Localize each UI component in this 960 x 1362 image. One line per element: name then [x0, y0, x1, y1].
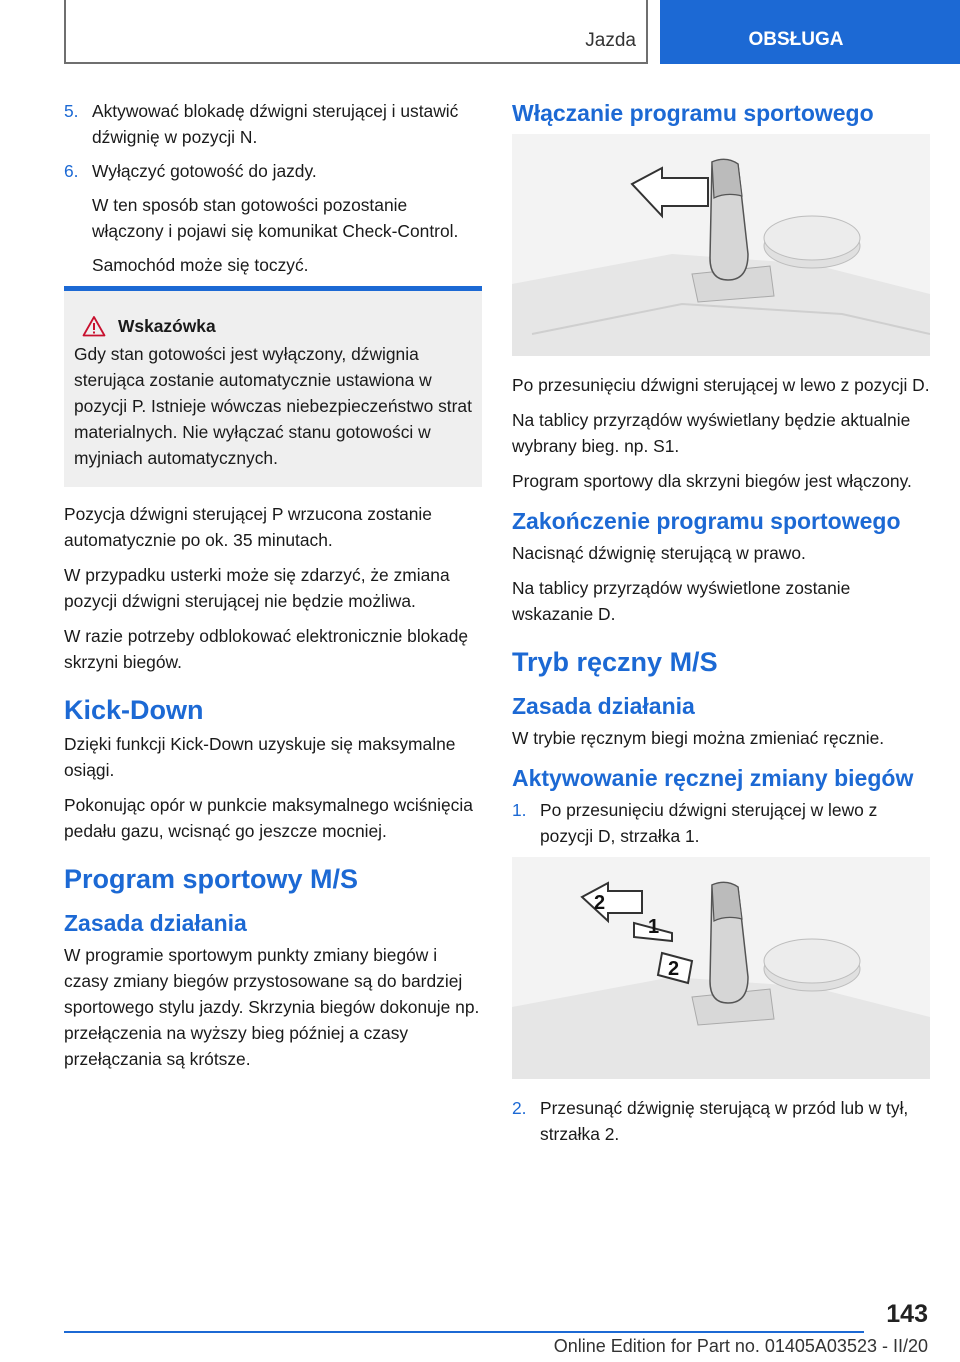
step-number: 2. — [512, 1098, 527, 1118]
step-text: Przesunąć dźwignię sterującą w przód lub w tył, strzałka 2. — [540, 1098, 909, 1144]
footer-divider — [64, 1331, 864, 1333]
paragraph: W przypadku usterki może się zdarzyć, że zmiana pozycji dźwigni sterującej nie będzie możliwa. — [64, 565, 450, 611]
paragraph: Po przesunięciu dźwigni sterującej w lewo z pozycji D. — [512, 375, 930, 395]
subheading-activate-manual: Aktywowanie ręcznej zmiany biegów — [512, 765, 914, 791]
paragraph: Pozycja dźwigni sterującej P wrzucona zostanie automatycznie po ok. 35 minutach. — [64, 504, 432, 550]
footer-edition: Online Edition for Part no. 01405A03523 - II/20 — [553, 1336, 928, 1356]
arrow-label-1: 1 — [648, 916, 660, 938]
paragraph: W razie potrzeby odblokować elektronicznie blokadę skrzyni biegów. — [64, 626, 469, 672]
step-number: 1. — [512, 800, 527, 820]
paragraph: W programie sportowym punkty zmiany biegów i czasy zmiany biegów przystosowane są do bardziej sportowego stylu jazdy. Skrzynia biegów dokonuje np. przełączenia na wyższy bieg później a czasy przełączania są krótsze. — [64, 945, 480, 1069]
heading-sport-off: Zakończenie programu sportowego — [512, 508, 901, 534]
header-tab-obsluga[interactable]: OBSŁUGA — [660, 0, 960, 64]
steps-list — [64, 98, 482, 278]
paragraph: Dzięki funkcji Kick-Down uzyskuje się maksymalne osiągi. — [64, 734, 456, 780]
header-section-title: Jazda — [585, 30, 636, 51]
step-text: Po przesunięciu dźwigni sterującej w lewo z pozycji D, strzałka 1. — [540, 800, 878, 846]
paragraph: W trybie ręcznym biegi można zmieniać ręcznie. — [512, 728, 885, 748]
heading-kick-down: Kick-Down — [64, 695, 204, 725]
steps-list — [512, 1095, 930, 1147]
list-item — [64, 158, 482, 278]
note-text: Gdy stan gotowości jest wyłączony, dźwignia sterująca zostanie automatycznie ustawiona w pozycji P. Istnieje wówczas niebezpieczeństwo strat materialnych. Nie wyłączać stanu gotowości w myjniach automatycznych. — [74, 344, 472, 468]
warning-triangle-icon — [82, 315, 106, 337]
step-number: 5. — [64, 101, 79, 121]
right-column — [512, 98, 930, 1155]
gear-lever-illustration — [512, 134, 930, 356]
subheading-principle: Zasada działania — [64, 910, 247, 936]
left-column — [64, 98, 482, 1081]
paragraph: Pokonując opór w punkcie maksymalnego wciśnięcia pedału gazu, wcisnąć go jeszcze mocniej. — [64, 795, 473, 841]
heading-manual-mode: Tryb ręczny M/S — [512, 647, 718, 677]
header-frame — [64, 0, 648, 64]
step-text: Wyłączyć gotowość do jazdy. — [92, 161, 317, 181]
paragraph: Program sportowy dla skrzyni biegów jest włączony. — [512, 471, 912, 491]
heading-sport-on: Włączanie programu sportowego — [512, 100, 874, 126]
gear-lever-arrows-drawing — [512, 857, 930, 1079]
step-text: W ten sposób stan gotowości pozostanie włączony i pojawi się komunikat Check-Control. — [92, 195, 459, 241]
subheading-principle: Zasada działania — [512, 693, 695, 719]
warning-note — [64, 286, 482, 487]
page-number: 143 — [886, 1300, 928, 1328]
arrow-label-2a: 2 — [594, 892, 606, 914]
step-text: Aktywować blokadę dźwigni sterującej i ustawić dźwignię w pozycji N. — [92, 101, 459, 147]
note-title: Wskazówka — [118, 315, 216, 336]
step-number: 6. — [64, 161, 79, 181]
steps-list — [512, 797, 930, 849]
paragraph: Nacisnąć dźwignię sterującą w prawo. — [512, 543, 806, 563]
step-text: Samochód może się toczyć. — [92, 255, 309, 275]
heading-sport-program: Program sportowy M/S — [64, 864, 359, 894]
paragraph: Na tablicy przyrządów wyświetlany będzie aktualnie wybrany bieg. np. S1. — [512, 410, 911, 456]
paragraph: Na tablicy przyrządów wyświetlone zostanie wskazanie D. — [512, 578, 851, 624]
list-item — [512, 1095, 930, 1147]
list-item — [512, 797, 930, 849]
gear-lever-arrows-illustration — [512, 857, 930, 1079]
gear-lever-drawing — [512, 134, 930, 356]
arrow-label-2b: 2 — [668, 958, 680, 980]
note-header — [74, 315, 472, 337]
list-item — [64, 98, 482, 150]
